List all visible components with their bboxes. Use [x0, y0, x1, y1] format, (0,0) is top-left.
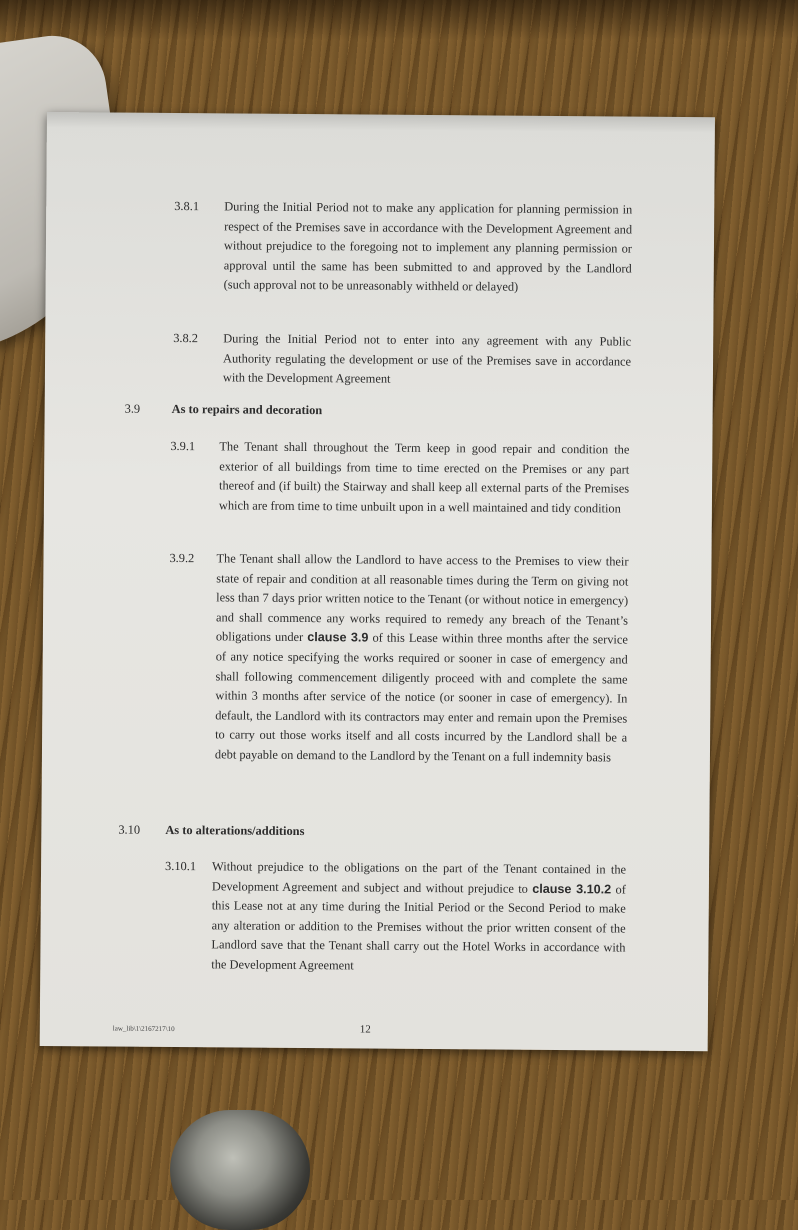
section-heading-3-10: As to alterations/additions — [165, 822, 305, 839]
clause-text-3-8-2: During the Initial Period not to enter into any agreement with any Public Authority regulating the development or use of the Premises save in accordance with the Development Agreement — [222, 331, 632, 386]
page-number: 12 — [359, 1023, 371, 1036]
clause-text-3-8-1: During the Initial Period not to make any application for planning permission in respect of the Premises save in accordance with the Development Agreement and without prejudice to the foregoing not to implement any planning permission or approval until the same has been submitted to and approved by the Landlord (such approval not to be unreasonably withheld or delayed) — [223, 199, 633, 295]
clause-text-3-9-2-part-a: The Tenant shall allow the Landlord to have access to the Premises to view their state of repair and condition at all reasonable times during the Term on giving not less than 7 days prior written notice to the Tenant (or without notice in emergency) and shall commence any works required to remedy any breach of the Tenant’s obligations under — [215, 551, 629, 645]
clause-text-3-9-1: The Tenant shall throughout the Term keep in good repair and condition the exterior of all buildings from time to time erected on the Premises or any part thereof and (if built) the Stairway and shall keep all external parts of the Premises which are from time to time unbuilt upon in a well maintained and tidy condition — [218, 439, 630, 516]
section-number-3-10: 3.10 — [118, 822, 141, 837]
clause-number-3-9-1: 3.9.1 — [170, 438, 196, 454]
document-reference: law_lib\1\2167217\10 — [112, 1024, 175, 1034]
clause-text-3-10-1-part-b: of this Lease not at any time during the Initial Period or the Second Period to make any alteration or addition to the Premises without the prior written consent of the Landlord save that the Tenant shall carry out the Hotel Works in accordance with the Development Agreement — [211, 882, 626, 973]
background-shadow — [0, 0, 798, 40]
clause-text-3-9-2-part-b: of this Lease within three months after the service of any notice specifying the works required or sooner in case of emergency and shall following commencement diligently proceed with and complete the same within 3 months after service of the notice (or sooner in case of emergency). In default, the Landlord with its contractors may enter and remain upon the Premises to carry out those works itself and all costs incurred by the Landlord shall be a debt payable on demand to the Landlord by the Tenant on a full indemnity basis — [214, 630, 628, 765]
clause-number-3-8-1: 3.8.1 — [174, 199, 200, 214]
clause-text-3-10-1 — [211, 857, 626, 978]
pen-cap — [170, 1110, 310, 1230]
clause-reference-3-10-2: clause 3.10.2 — [532, 881, 612, 897]
clause-number-3-8-2: 3.8.2 — [173, 330, 199, 346]
section-heading-3-9: As to repairs and decoration — [171, 401, 323, 418]
clause-number-3-9-2: 3.9.2 — [169, 550, 195, 566]
clause-number-3-10-1: 3.10.1 — [165, 858, 197, 874]
document-page — [40, 112, 715, 1051]
clause-reference-3-9: clause 3.9 — [307, 630, 369, 645]
section-number-3-9: 3.9 — [124, 401, 141, 416]
clause-text-3-10-1-part-a: Without prejudice to the obligations on the part of the Tenant contained in the Development Agreement and subject and without prejudice to — [211, 859, 627, 896]
clause-text-3-9-2 — [215, 549, 629, 768]
